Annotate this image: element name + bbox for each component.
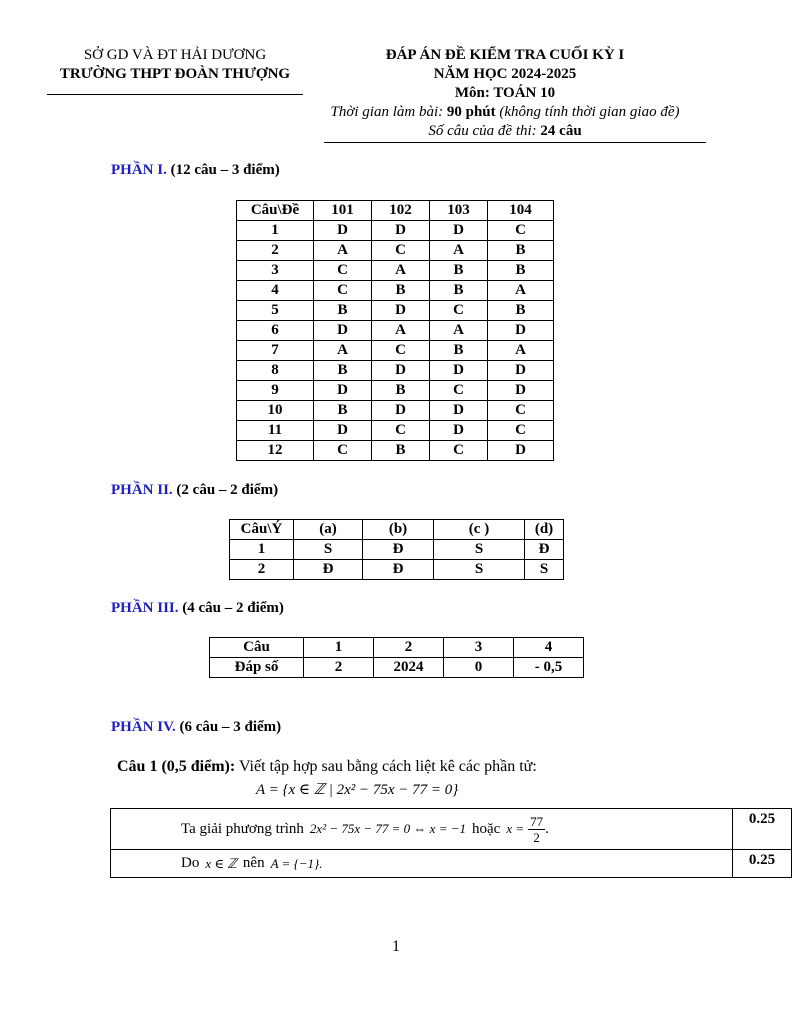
part3-title: PHẦN III. <box>111 600 179 616</box>
table-cell: Đáp số <box>210 658 304 678</box>
table-cell: A <box>488 341 554 361</box>
table-cell: B <box>430 341 488 361</box>
header-cell: 3 <box>444 638 514 658</box>
part1-heading <box>111 162 280 179</box>
table-cell: D <box>314 221 372 241</box>
table-cell: C <box>430 381 488 401</box>
count-line <box>315 122 695 141</box>
table-cell: B <box>488 301 554 321</box>
department-name: SỞ GD VÀ ĐT HẢI DƯƠNG <box>83 47 267 63</box>
solution-step-2 <box>111 850 733 878</box>
step-2-score: 0.25 <box>733 850 792 878</box>
time-suffix: (không tính thời gian giao đề) <box>499 104 680 120</box>
table-cell: S <box>434 540 525 560</box>
count-prefix: Số câu của đề thi: <box>428 123 537 139</box>
solution-row <box>111 809 792 850</box>
table-row <box>237 221 554 241</box>
table-row <box>237 261 554 281</box>
table-cell: 0 <box>444 658 514 678</box>
table-cell: 6 <box>237 321 314 341</box>
question-1-text: Viết tập hợp sau bằng cách liệt kê các phần tử: <box>238 758 537 775</box>
exam-header <box>315 46 695 141</box>
table-cell: D <box>314 321 372 341</box>
header-divider-left <box>47 94 303 95</box>
part1-title: PHẦN I. <box>111 162 167 178</box>
table-cell: 2 <box>304 658 374 678</box>
table-row <box>237 281 554 301</box>
table-cell: D <box>372 361 430 381</box>
step-1-score: 0.25 <box>733 809 792 850</box>
table-cell: Đ <box>525 540 564 560</box>
exam-title: ĐÁP ÁN ĐỀ KIỂM TRA CUỐI KỲ I <box>385 47 625 63</box>
table-cell: Đ <box>294 560 363 580</box>
table-cell: B <box>314 401 372 421</box>
table-cell: A <box>430 321 488 341</box>
step-2-prefix: Do <box>181 855 200 871</box>
table-cell: 10 <box>237 401 314 421</box>
table-row <box>230 540 564 560</box>
table-cell: S <box>434 560 525 580</box>
table-header-row <box>237 201 554 221</box>
table-row <box>210 658 584 678</box>
time-line <box>315 103 695 122</box>
school-name: TRƯỜNG THPT ĐOÀN THƯỢNG <box>59 66 291 82</box>
part3-subtitle: (4 câu – 2 điểm) <box>182 600 284 616</box>
table-cell: C <box>314 261 372 281</box>
table-row <box>237 321 554 341</box>
solution-step-1: Ta giải phương trình 2x² − 75x − 77 = 0 ⇔ x = −1 hoặc x = $\frac{77}{2}$ . <box>111 809 733 850</box>
table-cell: B <box>314 301 372 321</box>
table-header-row <box>210 638 584 658</box>
time-prefix: Thời gian làm bài: <box>330 104 444 120</box>
table-cell: B <box>430 261 488 281</box>
header-cell: 104 <box>488 201 554 221</box>
table-cell: C <box>430 301 488 321</box>
step-1-prefix: Ta giải phương trình <box>181 820 304 837</box>
table-cell: 7 <box>237 341 314 361</box>
table-cell: 9 <box>237 381 314 401</box>
part2-table <box>229 519 564 580</box>
part4-heading <box>111 719 281 736</box>
table-cell: - 0,5 <box>514 658 584 678</box>
part4-title: PHẦN IV. <box>111 719 176 735</box>
table-cell: D <box>430 401 488 421</box>
step-2-condition: x ∈ ℤ <box>205 855 237 871</box>
table-cell: B <box>372 281 430 301</box>
header-cell: 2 <box>374 638 444 658</box>
table-cell: A <box>372 321 430 341</box>
header-cell: (b) <box>363 520 434 540</box>
table-cell: A <box>430 241 488 261</box>
table-cell: Đ <box>363 540 434 560</box>
table-row <box>237 341 554 361</box>
table-cell: D <box>488 361 554 381</box>
table-cell: B <box>488 241 554 261</box>
header-cell: 101 <box>314 201 372 221</box>
header-divider-right <box>324 142 706 143</box>
header-cell: Câu\Đề <box>237 201 314 221</box>
table-cell: D <box>430 361 488 381</box>
table-cell: 3 <box>237 261 314 281</box>
table-header-row <box>230 520 564 540</box>
header-cell: 4 <box>514 638 584 658</box>
table-row <box>237 401 554 421</box>
table-cell: 1 <box>230 540 294 560</box>
table-cell: D <box>488 381 554 401</box>
table-cell: 4 <box>237 281 314 301</box>
part3-heading <box>111 600 284 617</box>
question-1-label: Câu 1 (0,5 điểm): <box>117 758 236 775</box>
time-value: 90 phút <box>446 104 496 120</box>
table-cell: C <box>488 421 554 441</box>
table-cell: C <box>430 441 488 461</box>
table-row <box>237 361 554 381</box>
table-cell: D <box>430 421 488 441</box>
table-cell: 1 <box>237 221 314 241</box>
step-2-mid: nên <box>242 855 265 871</box>
table-row <box>237 301 554 321</box>
question-1-set: A = {x ∈ ℤ | 2x² − 75x − 77 = 0} <box>256 782 459 798</box>
table-cell: C <box>314 441 372 461</box>
table-cell: B <box>488 261 554 281</box>
table-cell: 2024 <box>374 658 444 678</box>
table-cell: A <box>372 261 430 281</box>
school-header <box>40 46 310 84</box>
header-cell: 1 <box>304 638 374 658</box>
table-cell: C <box>372 341 430 361</box>
count-value: 24 câu <box>540 123 582 139</box>
table-cell: C <box>372 241 430 261</box>
table-cell: D <box>372 301 430 321</box>
school-year: NĂM HỌC 2024-2025 <box>433 66 577 82</box>
fraction <box>528 814 545 845</box>
step-1-equation: 2x² − 75x − 77 = 0 ⇔ x = −1 <box>309 821 466 836</box>
table-cell: D <box>314 381 372 401</box>
table-row <box>230 560 564 580</box>
table-cell: D <box>430 221 488 241</box>
part2-title: PHẦN II. <box>111 482 173 498</box>
part2-heading <box>111 482 278 499</box>
step-2-result: A = {−1}. <box>270 855 323 871</box>
header-cell: Câu\Ý <box>230 520 294 540</box>
table-cell: 2 <box>237 241 314 261</box>
table-cell: D <box>372 221 430 241</box>
table-row <box>237 381 554 401</box>
header-cell: (c ) <box>434 520 525 540</box>
table-cell: 8 <box>237 361 314 381</box>
table-cell: Đ <box>363 560 434 580</box>
step-1-x: x = <box>506 821 525 836</box>
table-cell: C <box>372 421 430 441</box>
table-row <box>237 441 554 461</box>
table-cell: D <box>488 441 554 461</box>
fraction-numerator: 77 <box>530 813 544 829</box>
part3-table <box>209 637 584 678</box>
part2-subtitle: (2 câu – 2 điểm) <box>176 482 279 498</box>
part1-subtitle: (12 câu – 3 điểm) <box>170 162 280 178</box>
header-cell: (d) <box>525 520 564 540</box>
step-1-or: hoặc <box>472 820 501 837</box>
table-cell: S <box>525 560 564 580</box>
header-cell: Câu <box>210 638 304 658</box>
table-cell: B <box>372 381 430 401</box>
part4-subtitle: (6 câu – 3 điểm) <box>179 719 282 735</box>
table-cell: C <box>488 221 554 241</box>
page-number: 1 <box>392 938 400 955</box>
question-1 <box>117 758 537 776</box>
table-cell: B <box>372 441 430 461</box>
header-cell: 103 <box>430 201 488 221</box>
solution-row <box>111 850 792 878</box>
table-cell: 11 <box>237 421 314 441</box>
table-cell: A <box>488 281 554 301</box>
table-cell: B <box>314 361 372 381</box>
table-row <box>237 241 554 261</box>
table-cell: D <box>314 421 372 441</box>
table-cell: B <box>430 281 488 301</box>
table-cell: C <box>314 281 372 301</box>
table-cell: 5 <box>237 301 314 321</box>
table-cell: 12 <box>237 441 314 461</box>
table-cell: D <box>372 401 430 421</box>
table-cell: S <box>294 540 363 560</box>
table-cell: C <box>488 401 554 421</box>
header-cell: (a) <box>294 520 363 540</box>
subject: Môn: TOÁN 10 <box>454 85 556 101</box>
solution-table <box>110 808 792 878</box>
table-cell: A <box>314 241 372 261</box>
table-row <box>237 421 554 441</box>
header-cell: 102 <box>372 201 430 221</box>
part1-table <box>236 200 554 461</box>
fraction-denominator: 2 <box>533 829 540 845</box>
table-cell: A <box>314 341 372 361</box>
table-cell: 2 <box>230 560 294 580</box>
table-cell: D <box>488 321 554 341</box>
